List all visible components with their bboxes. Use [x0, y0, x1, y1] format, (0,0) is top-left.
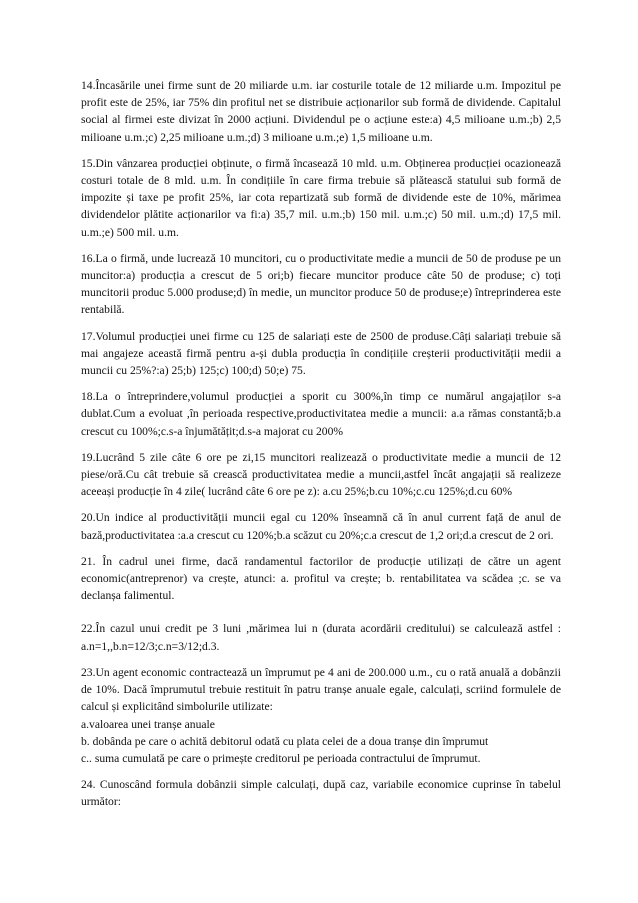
- problem-24: 24. Cunoscând formula dobânzii simple calculați, după caz, variabile economice cuprinse în tabelul următor:: [81, 778, 561, 809]
- problem-23-statement: 23.Un agent economic contractează un împrumut pe 4 ani de 200.000 u.m., cu o rată anuală a dobânzii de 10%. Dacă împrumutul trebuie restituit în patru tranșe anuale egale, calculați, scriind formulele de calcul și explicitând simbolurile utilizate:: [81, 665, 561, 714]
- problem-14: 14.Încasările unei firme sunt de 20 miliarde u.m. iar costurile totale de 12 miliarde u.m. Impozitul pe profit este de 25%, iar 75% din profitul net se distribuie acționarilor sub formă de dividende. Capitalul social al firmei este divizat în 2000 acțiuni. Dividendul pe o acțiune este:a) 4,5 milioane u.m.;b) 2,5 milioane u.m.;c) 2,25 milioane u.m.;d) 3 milioane u.m.;e) 1,5 milioane u.m.: [81, 79, 561, 144]
- problem-23-item-c: c.. suma cumulată pe care o primește creditorul pe perioada contractului de împrumut.: [81, 751, 481, 765]
- problem-20: 20.Un indice al productivității muncii egal cu 120% înseamnă că în anul current față de anul de bază,productivitatea :a.a crescut cu 120%;b.a scăzut cu 20%;c.a crescut de 1,2 ori;d.a crescut de 2 ori.: [81, 511, 561, 542]
- problem-19: 19.Lucrând 5 zile câte 6 ore pe zi,15 muncitori realizează o productivitate medie a muncii de 12 piese/oră.Cu cât trebuie să crească productivitatea medie a muncii,astfel încât angajații să realizeze aceeași producție în 4 zile( lucrând câte 6 ore pe z): a.cu 25%;b.cu 10%;c.cu 125%;d.cu 60%: [81, 450, 561, 499]
- problem-18: 18.La o întreprindere,volumul producției a sporit cu 300%,în timp ce numărul angajaților s-a dublat.Cum a evoluat ,în perioada respective,productivitatea medie a muncii: a.a rămas constantă;b.a crescut cu 100%;c.s-a înjumătățit;d.s-a majorat cu 200%: [81, 390, 561, 438]
- problem-23-item-a: a.valoarea unei tranșe anuale: [81, 717, 215, 731]
- problem-23: [81, 664, 561, 767]
- problem-17: 17.Volumul producției unei firme cu 125 de salariați este de 2500 de produse.Câți salariați trebuie să mai angajeze această firmă pentru a-și dubla producția în condițiile creșterii productivității medii a muncii cu 25%?:a) 25;b) 125;c) 100;d) 50;e) 75.: [81, 329, 561, 378]
- problem-22: 22.În cazul unui credit pe 3 luni ,mărimea lui n (durata acordării creditului) se calculează astfel : a.n=1,,b.n=12/3;c.n=3/12;d.3.: [81, 622, 561, 653]
- problem-23-item-b: b. dobânda pe care o achită debitorul odată cu plata celei de a doua tranșe din împrumut: [81, 734, 489, 748]
- document-page: [81, 77, 561, 820]
- problem-16: 16.La o firmă, unde lucrează 10 muncitori, cu o productivitate medie a muncii de 50 de produse pe un muncitor:a) producția a crescut de 5 ori;b) fiecare muncitor produce câte 50 de produse; c) toți muncitorii produc 5.000 produse;d) în medie, un muncitor produce 50 de produse;e) întreprinderea este rentabilă.: [81, 251, 561, 317]
- problem-21: 21. În cadrul unei firme, dacă randamentul factorilor de producție utilizați de către un agent economic(antreprenor) va crește, atunci: a. profitul va crește; b. rentabilitatea va scădea ;c. se va declanșa falimentul.: [81, 554, 561, 603]
- problem-15: 15.Din vânzarea producției obținute, o firmă încasează 10 mld. u.m. Obținerea producției ocazionează costuri totale de 8 mld. u.m. În condițiile în care firma trebuie să plătească statului sub formă de impozite și taxe pe profit 25%, iar cota repartizată sub formă de dividende este de 10%, mărimea dividendelor plătite acționarilor va fi:a) 35,7 mil. u.m.;b) 150 mil. u.m.;c) 50 mil. u.m.;d) 17,5 mil. u.m.;e) 500 mil. u.m.: [81, 156, 561, 239]
